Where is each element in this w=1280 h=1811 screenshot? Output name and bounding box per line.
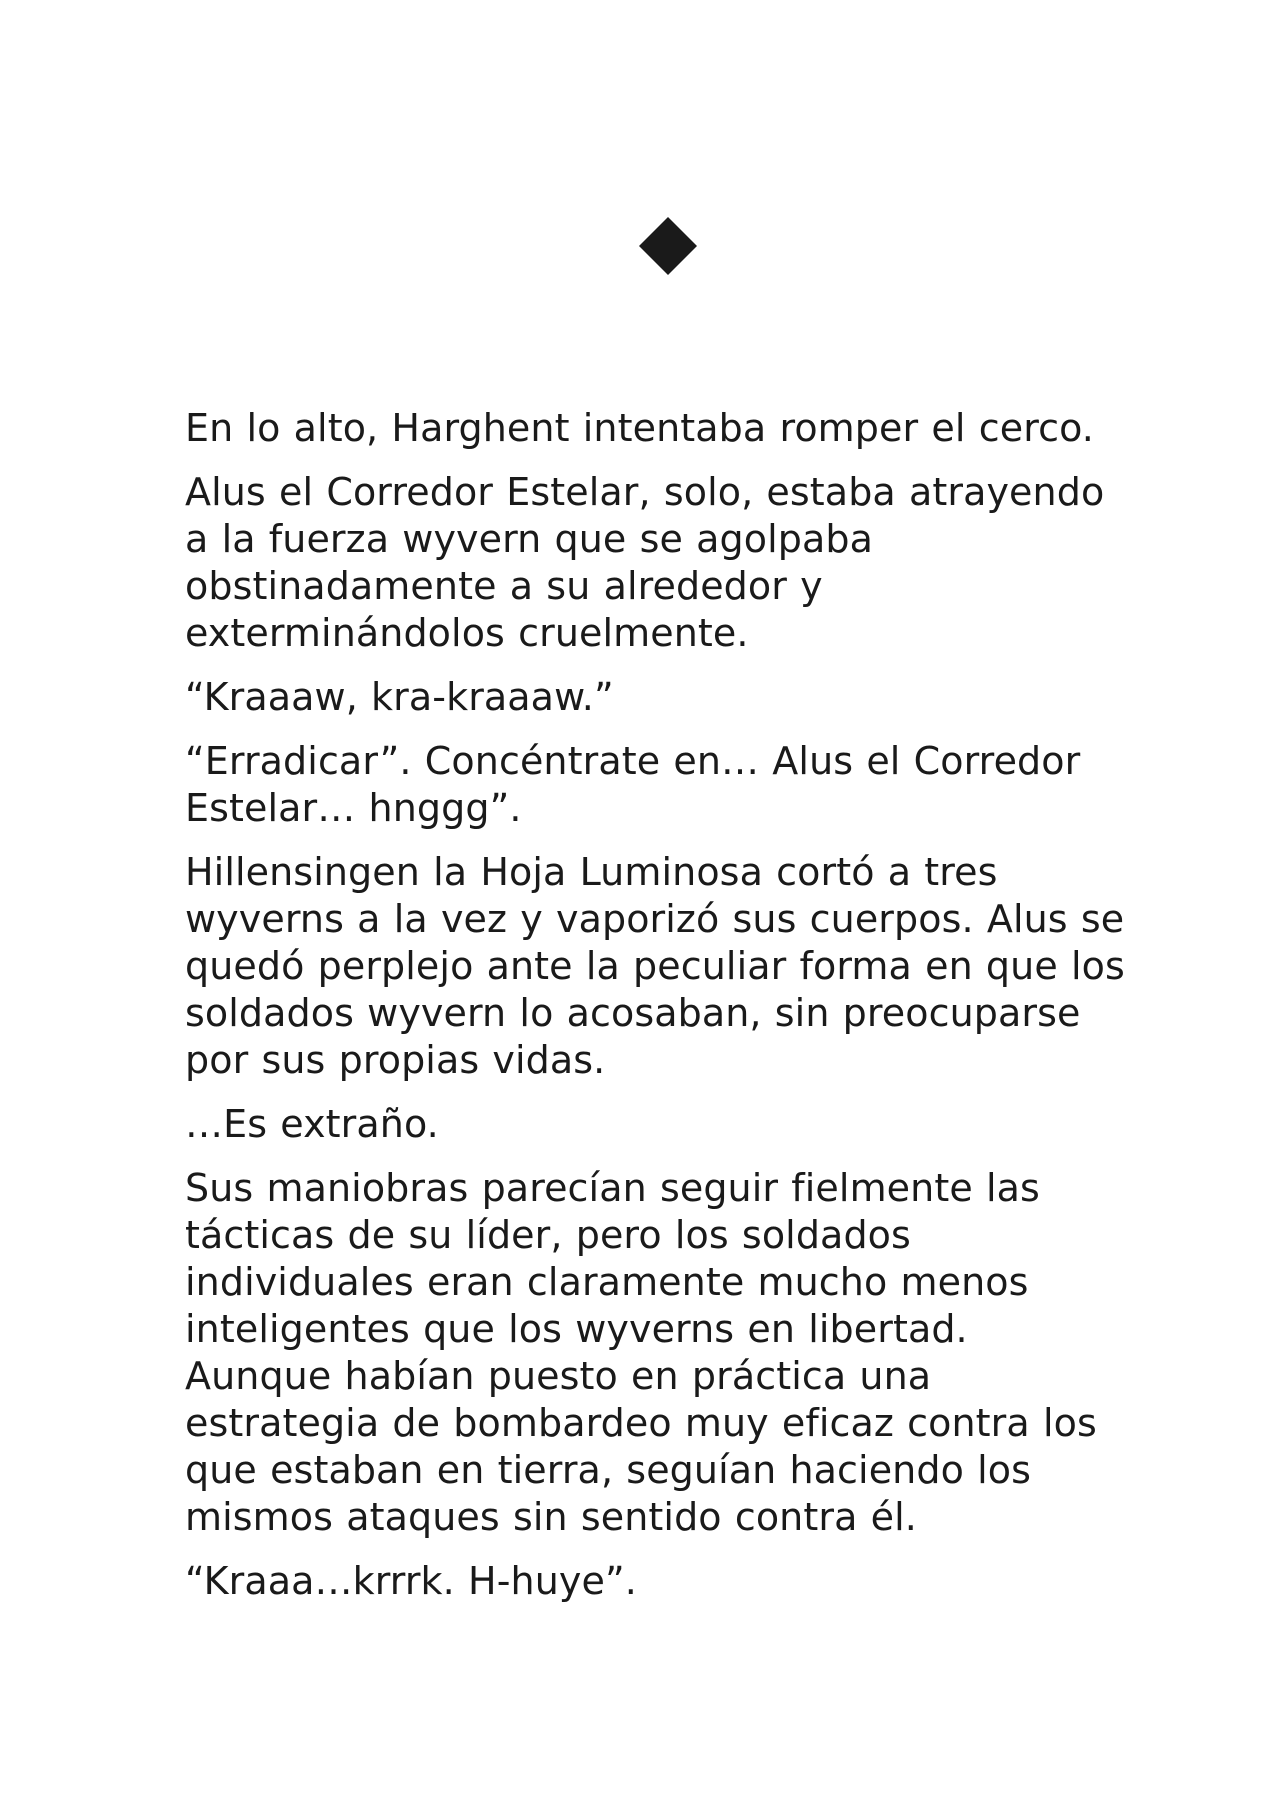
paragraph-7: Sus maniobras parecían seguir fielmente las tácticas de su líder, pero los soldados individuales eran claramente mucho menos inteligentes que los wyverns en libertad. Aunque habían puesto en práctica una estrategia de bombardeo muy eficaz contra los que estaban en tierra, seguían haciendo los mismos ataques sin sentido contra él. [185,1166,1097,1539]
paragraph-2: Alus el Corredor Estelar, solo, estaba atrayendo a la fuerza wyvern que se agolpaba obstinadamente a su alrededor y exterminándolos cruelmente. [185,470,1105,655]
paragraph-4: “Erradicar”. Concéntrate en… Alus el Corredor Estelar… hnggg”. [185,739,1081,830]
paragraph-1: En lo alto, Harghent intentaba romper el cerco. [185,406,1094,450]
diamond-icon [637,215,699,277]
paragraph-6: …Es extraño. [185,1102,439,1146]
paragraph-3: “Kraaaw, kra-kraaaw.” [185,675,614,719]
paragraph-8: “Kraaa…krrrk. H-huye”. [185,1559,637,1603]
paragraph-5: Hillensingen la Hoja Luminosa cortó a tres wyverns a la vez y vaporizó sus cuerpos. Alus se quedó perplejo ante la peculiar forma en que los soldados wyvern lo acosaban, sin preocuparse por sus propias vidas. [185,850,1125,1082]
body-text [185,405,1125,1622]
